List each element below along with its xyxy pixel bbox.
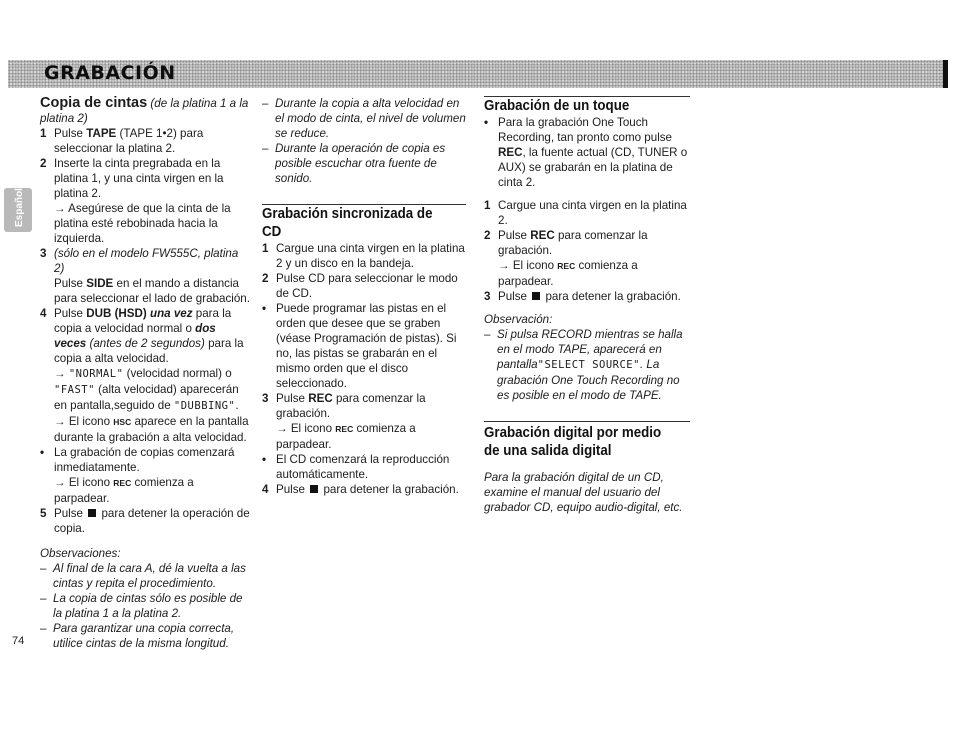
- heading-note: (de la platina 1 a la platina 2): [40, 97, 249, 125]
- arrow-note-rec: [262, 421, 468, 452]
- stop-icon: [310, 485, 318, 493]
- note-text: Al final de la cara A, dé la vuelta a las cintas y repita el procedimiento.: [53, 562, 246, 590]
- step-text: Inserte la cinta pregrabada en la platina 1, y una cinta virgen en la platina 2.: [54, 157, 224, 200]
- step-marker: 2: [262, 272, 269, 285]
- model-note: (sólo en el modelo FW555C, platina 2): [54, 247, 239, 275]
- column-tape-copy: [40, 96, 250, 651]
- stop-icon: [88, 509, 96, 517]
- step-2: [262, 271, 468, 301]
- column-one-touch: [484, 96, 694, 515]
- arrow-text: → El icono: [498, 259, 558, 272]
- hsc-icon: HSC: [113, 417, 132, 427]
- page-number: 74: [12, 635, 25, 647]
- step-marker: 4: [40, 307, 47, 320]
- section-heading-cd-sync: Grabación sincronizada de CD: [262, 206, 433, 240]
- notes-title: Observaciones:: [40, 547, 121, 560]
- bullet-item: [262, 452, 468, 482]
- step-text: Pulse: [54, 277, 87, 290]
- rec-icon: REC: [557, 261, 576, 271]
- arrow-note-rec: [40, 475, 250, 506]
- step-text: Pulse CD para seleccionar le modo de CD.: [276, 272, 458, 300]
- bullet-text: La grabación de copias comenzará inmediatamente.: [54, 446, 235, 474]
- step-marker: 1: [262, 242, 269, 255]
- note-text: La copia de cintas sólo es posible de la platina 1 a la platina 2.: [53, 592, 243, 620]
- bullet-text: , la fuente actual (CD, TUNER o AUX) se grabarán en la platina de cinta 2.: [498, 146, 688, 189]
- note-text: . La grabación One Touch Recording no es posible en el modo de TAPE.: [497, 358, 680, 402]
- arrow-text: comienza a parpadear.: [498, 259, 638, 288]
- note-title: Observación:: [484, 313, 553, 326]
- step-marker: 5: [40, 507, 47, 520]
- arrow-text: .: [235, 399, 239, 412]
- note-text: Durante la copia a alta velocidad en el modo de cinta, el nivel de volumen se reduce.: [275, 97, 466, 140]
- rec-icon: REC: [335, 424, 354, 434]
- section-heading-tape-copy: [40, 96, 250, 126]
- arrow-text: aparece en la pantalla durante la grabación a alta velocidad.: [54, 415, 249, 444]
- arrow-text: → El icono: [276, 422, 336, 435]
- rec-icon: REC: [113, 478, 132, 488]
- section-heading-one-touch: Grabación de un toque: [484, 98, 630, 114]
- step-2: [40, 156, 250, 201]
- step-text: para detener la grabación.: [542, 290, 681, 303]
- note-item: – Al final de la cara A, dé la vuelta a las cintas y repita el procedimiento.: [40, 562, 246, 590]
- arrow-text: → Asegúrese de que la cinta de la platina esté rebobinada hacia la izquierda.: [54, 202, 231, 245]
- step-text: Pulse: [54, 507, 87, 520]
- step-1: [40, 126, 250, 156]
- lcd-text: "DUBBING": [173, 400, 236, 412]
- step-5: [40, 506, 250, 536]
- note-item: – Durante la copia a alta velocidad en el modo de cinta, el nivel de volumen se reduce.: [262, 97, 466, 140]
- step-1: [262, 241, 468, 271]
- stop-icon: [532, 292, 540, 300]
- bullet-item: [484, 115, 694, 190]
- bullet-text: Para la grabación One Touch Recording, tan pronto como pulse: [498, 116, 673, 144]
- step-marker: 3: [40, 247, 47, 260]
- key-name: DUB (HSD): [86, 307, 147, 320]
- bullet-item: [40, 445, 250, 475]
- step-marker: 3: [484, 290, 491, 303]
- lcd-text: "SELECT SOURCE": [537, 359, 640, 371]
- step-marker: 1: [484, 199, 491, 212]
- note-text: Si pulsa RECORD mientras se halla en el modo TAPE, aparecerá en pantalla: [497, 328, 683, 371]
- key-name: REC: [308, 392, 333, 405]
- key-name: REC: [498, 146, 523, 159]
- step-2: [484, 228, 694, 258]
- step-marker: 4: [262, 483, 269, 496]
- step-text: Cargue una cinta virgen en la platina 2.: [498, 199, 687, 227]
- arrow-text: comienza a parpadear.: [54, 476, 194, 505]
- note-text: Durante la operación de copia es posible escuchar otra fuente de sonido.: [275, 142, 446, 185]
- step-text: Pulse: [276, 392, 309, 405]
- section-banner: [8, 60, 948, 88]
- timing-note: (antes de 2 segundos): [86, 337, 205, 350]
- key-name: SIDE: [86, 277, 114, 290]
- step-3: [484, 289, 694, 304]
- step-marker: 2: [484, 229, 491, 242]
- language-side-tab: [4, 188, 32, 232]
- step-marker: 1: [40, 127, 47, 140]
- bullet-text: Puede programar las pistas en el orden que desee que se graben (véase Programación de pistas). Si no, las pistas se grabarán en el mismo orden que el disco seleccionado.: [276, 302, 457, 390]
- arrow-text: comienza a parpadear.: [276, 422, 416, 451]
- arrow-text: →: [54, 367, 69, 380]
- arrow-text: → El icono: [54, 415, 114, 428]
- heading-text: Copia de cintas: [40, 95, 148, 111]
- arrow-text: (alta velocidad) aparecerán en pantalla,seguido de: [54, 383, 239, 412]
- step-text: Pulse: [498, 229, 531, 242]
- step-text: para comenzar la grabación.: [276, 392, 426, 420]
- bullet-text: El CD comenzará la reproducción automáticamente.: [276, 453, 450, 481]
- arrow-text: → El icono: [54, 476, 114, 489]
- note-item: – La copia de cintas sólo es posible de la platina 1 a la platina 2.: [40, 592, 243, 620]
- step-4: [262, 482, 468, 497]
- note-item: – Durante la operación de copia es posible escuchar otra fuente de sonido.: [262, 142, 446, 185]
- emphasis: una vez: [150, 307, 193, 320]
- bullet-marker: •: [262, 453, 267, 466]
- arrow-text: (velocidad normal) o: [123, 367, 232, 380]
- step-text: (TAPE 1•2) para seleccionar la platina 2.: [54, 127, 204, 155]
- step-text: Pulse: [54, 127, 87, 140]
- step-text: Pulse: [276, 483, 309, 496]
- step-3: [262, 391, 468, 421]
- banner-end-bar: [943, 60, 948, 88]
- arrow-note-display: [40, 366, 250, 414]
- key-name: REC: [530, 229, 555, 242]
- lcd-text: "FAST": [54, 384, 95, 396]
- bullet-marker: •: [484, 116, 489, 129]
- note-text: Para garantizar una copia correcta, utilice cintas de la misma longitud.: [53, 622, 235, 650]
- lcd-text: "NORMAL": [68, 368, 124, 380]
- column-cd-sync: [262, 96, 468, 497]
- step-text: para detener la grabación.: [320, 483, 459, 496]
- step-text: para la copia a alta velocidad.: [54, 337, 244, 365]
- bullet-marker: •: [262, 302, 267, 315]
- step-text: Pulse: [54, 307, 87, 320]
- emphasis: dos veces: [54, 322, 216, 350]
- bullet-marker: •: [40, 446, 45, 459]
- note-item: – Para garantizar una copia correcta, utilice cintas de la misma longitud.: [40, 622, 235, 650]
- language-tab-label: Español: [14, 188, 25, 227]
- bullet-item: [262, 301, 468, 391]
- arrow-note-hsc: [40, 414, 250, 445]
- step-3: [40, 246, 250, 306]
- step-text: Pulse: [498, 290, 531, 303]
- note-item: – Si pulsa RECORD mientras se halla en el modo TAPE, aparecerá en pantalla"SELECT SOURCE". La grabación One Touch Recording no es posible en el modo de TAPE.: [484, 328, 683, 402]
- step-marker: 2: [40, 157, 47, 170]
- step-1: [484, 198, 694, 228]
- digital-paragraph: Para la grabación digital de un CD, examine el manual del usuario del grabador CD, equipo audio-digital, etc.: [484, 471, 683, 514]
- key-name: TAPE: [86, 127, 117, 140]
- step-text: para detener la operación de copia.: [54, 507, 250, 535]
- step-text: para comenzar la grabación.: [498, 229, 648, 257]
- arrow-note: [40, 201, 250, 246]
- step-text: Cargue una cinta virgen en la platina 2 y un disco en la bandeja.: [276, 242, 465, 270]
- page-title: GRABACIÓN: [44, 62, 176, 84]
- step-text: en el mando a distancia para seleccionar el lado de grabación.: [54, 277, 250, 305]
- step-marker: 3: [262, 392, 269, 405]
- arrow-note-rec: [484, 258, 694, 289]
- step-text: para la copia a velocidad normal o: [54, 307, 232, 335]
- heading-rule: [484, 421, 690, 422]
- step-4: [40, 306, 250, 366]
- section-heading-digital: Grabación digital por medio de una salida digital: [484, 425, 662, 459]
